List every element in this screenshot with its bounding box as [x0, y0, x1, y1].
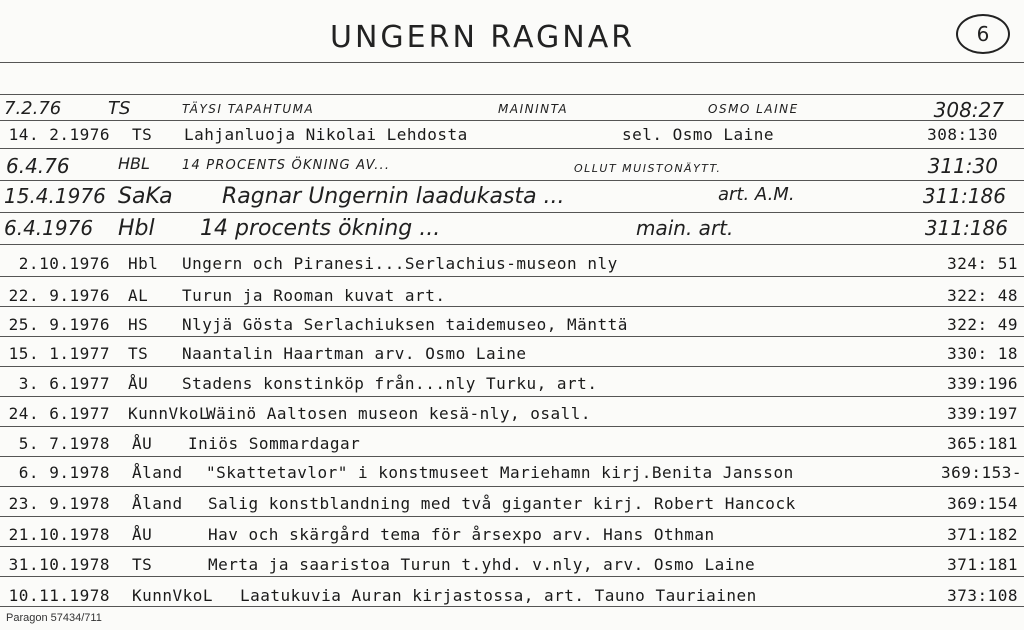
entry-ref: 369:153- — [940, 463, 1022, 482]
rule — [0, 426, 1024, 427]
entry-row — [0, 125, 1024, 147]
entry-source: KunnVkoL — [128, 404, 210, 423]
rule — [0, 456, 1024, 457]
entry-text: Nlyjä Gösta Serlachiuksen taidemuseo, Mänttä — [182, 315, 628, 334]
entry-text: Ragnar Ungernin laadukasta ... — [222, 184, 565, 209]
entry-date: 23. 9.1978 — [8, 494, 110, 513]
entry-ref: 373:108 — [947, 586, 1018, 605]
entry-row — [0, 254, 1024, 274]
entry-source: KunnVkoL — [132, 586, 214, 605]
card-number-circle: 6 — [956, 14, 1010, 54]
entry-text: Hav och skärgård tema för årsexpo arv. Hans Othman — [208, 525, 715, 544]
entry-date: 5. 7.1978 — [18, 434, 110, 453]
rule — [0, 94, 1024, 95]
entry-text: Turun ja Rooman kuvat art. — [182, 286, 446, 305]
entry-source: TS — [128, 344, 149, 363]
entry-author: art. A.M. — [718, 184, 795, 205]
rule — [0, 212, 1024, 213]
entry-date: 3. 6.1977 — [18, 374, 110, 393]
entry-ref: 365:181 — [947, 434, 1018, 453]
entry-ref: 311:186 — [924, 216, 1008, 240]
entry-ref: 330: 18 — [947, 344, 1018, 363]
entry-date: 22. 9.1976 — [8, 286, 110, 305]
entry-author: sel. Osmo Laine — [622, 125, 774, 144]
entry-date: 6.4.1976 — [4, 216, 94, 240]
entry-source: ÅU — [128, 374, 149, 393]
entry-ref: 339:196 — [947, 374, 1018, 393]
entry-row — [0, 98, 1024, 120]
entry-row — [0, 555, 1024, 575]
entry-date: 31.10.1978 — [8, 555, 110, 574]
entry-row — [0, 404, 1024, 424]
entry-source: ÅU — [132, 434, 153, 453]
entry-source: Hbl — [118, 216, 155, 241]
entry-text: "Skattetavlor" i konstmuseet Mariehamn kirj.Benita Jansson — [206, 463, 794, 482]
entry-text: Merta ja saaristoa Turun t.yhd. v.nly, arv. Osmo Laine — [208, 555, 756, 574]
entry-note: OLLUT MUISTONÄYTT. — [574, 162, 722, 175]
entry-text: Laatukuvia Auran kirjastossa, art. Tauno Tauriainen — [240, 586, 757, 605]
entry-text: Iniös Sommardagar — [188, 434, 361, 453]
entry-author: OSMO LAINE — [708, 102, 799, 116]
entry-date: 21.10.1978 — [8, 525, 110, 544]
entry-row — [0, 216, 1024, 244]
rule — [0, 606, 1024, 607]
entry-date: 6. 9.1978 — [18, 463, 110, 482]
entry-date: 14. 2.1976 — [8, 125, 110, 144]
entry-ref: 339:197 — [947, 404, 1018, 423]
rule — [0, 148, 1024, 149]
rule — [0, 336, 1024, 337]
entry-row — [0, 154, 1024, 180]
entry-ref: 308:130 — [927, 125, 998, 144]
rule — [0, 306, 1024, 307]
entry-note: MAININTA — [498, 102, 569, 116]
entry-row — [0, 374, 1024, 394]
entry-row — [0, 494, 1024, 514]
entry-source: SaKa — [118, 184, 173, 209]
entry-text: Naantalin Haartman arv. Osmo Laine — [182, 344, 527, 363]
entry-ref: 311:30 — [927, 154, 998, 178]
entry-text: Salig konstblandning med två giganter kirj. Robert Hancock — [208, 494, 796, 513]
rule — [0, 486, 1024, 487]
card-footer-print: Paragon 57434/711 — [6, 612, 102, 624]
entry-row — [0, 184, 1024, 212]
entry-ref: 324: 51 — [947, 254, 1018, 273]
entry-row — [0, 463, 1024, 483]
entry-text: Wäinö Aaltosen museon kesä-nly, osall. — [206, 404, 592, 423]
entry-text: TÄYSI TAPAHTUMA — [182, 102, 315, 116]
entry-date: 15. 1.1977 — [8, 344, 110, 363]
entry-source: TS — [132, 555, 153, 574]
entry-text: Lahjanluoja Nikolai Lehdosta — [184, 125, 468, 144]
entry-source: Åland — [132, 463, 183, 482]
entry-date: 24. 6.1977 — [8, 404, 110, 423]
entry-date: 2.10.1976 — [18, 254, 110, 273]
rule — [0, 546, 1024, 547]
card-title: UNGERN RAGNAR — [330, 20, 636, 55]
rule — [0, 120, 1024, 121]
rule — [0, 276, 1024, 277]
entry-source: HS — [128, 315, 149, 334]
rule — [0, 396, 1024, 397]
entry-text: Ungern och Piranesi...Serlachius-museon nly — [182, 254, 618, 273]
rule — [0, 516, 1024, 517]
entry-source: Hbl — [128, 254, 159, 273]
entry-source: Åland — [132, 494, 183, 513]
entry-row — [0, 344, 1024, 364]
entry-row — [0, 525, 1024, 545]
rule — [0, 180, 1024, 181]
rule — [0, 576, 1024, 577]
entry-date: 10.11.1978 — [8, 586, 110, 605]
entry-ref: 311:186 — [922, 184, 1006, 208]
entry-source: HBL — [118, 154, 150, 173]
rule — [0, 366, 1024, 367]
entry-ref: 371:182 — [947, 525, 1018, 544]
entry-source: TS — [132, 125, 153, 144]
entry-ref: 308:27 — [933, 98, 1004, 122]
entry-row — [0, 315, 1024, 335]
rule — [0, 62, 1024, 63]
entry-date: 7.2.76 — [4, 98, 62, 119]
entry-source: AL — [128, 286, 149, 305]
entry-date: 6.4.76 — [6, 154, 70, 178]
entry-text: 14 PROCENTS ÖKNING AV... — [182, 158, 391, 173]
entry-source: ÅU — [132, 525, 153, 544]
entry-text: Stadens konstinköp från...nly Turku, art. — [182, 374, 598, 393]
entry-date: 25. 9.1976 — [8, 315, 110, 334]
entry-ref: 369:154 — [947, 494, 1018, 513]
entry-date: 15.4.1976 — [4, 184, 106, 208]
entry-author: main. art. — [636, 216, 734, 240]
entry-source: TS — [108, 98, 131, 119]
entry-ref: 322: 49 — [947, 315, 1018, 334]
entry-ref: 322: 48 — [947, 286, 1018, 305]
rule — [0, 244, 1024, 245]
entry-row — [0, 434, 1024, 454]
entry-row — [0, 286, 1024, 306]
entry-row — [0, 586, 1024, 606]
entry-ref: 371:181 — [947, 555, 1018, 574]
entry-text: 14 procents ökning ... — [200, 216, 441, 241]
